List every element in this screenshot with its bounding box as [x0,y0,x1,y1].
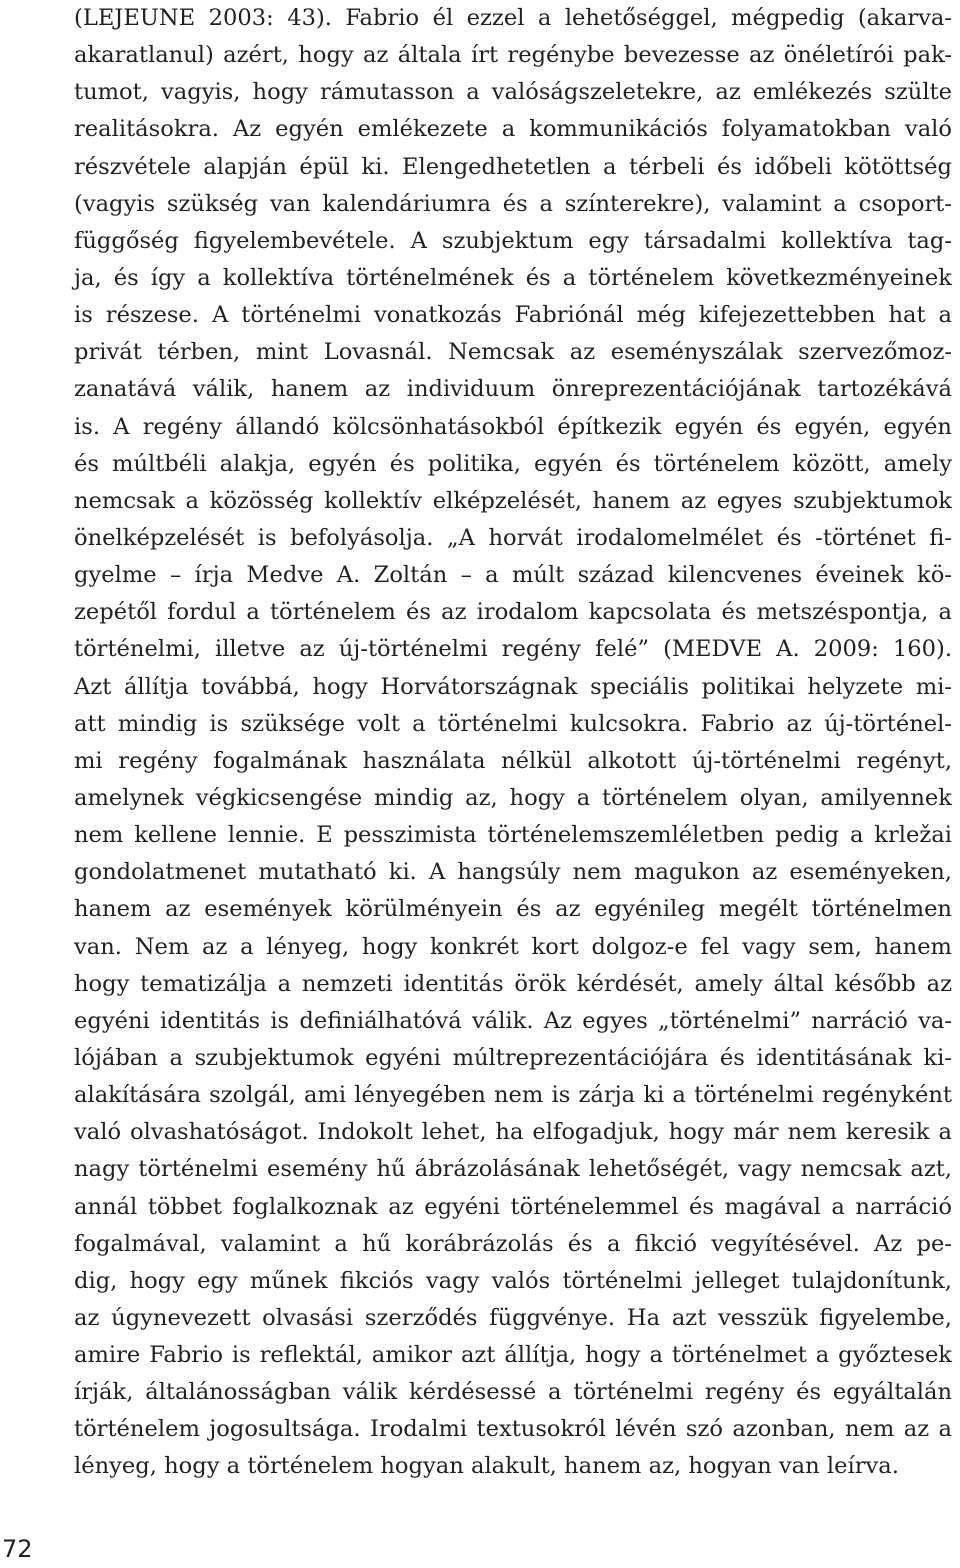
text-line: lényeg, hogy a történelem hogyan alakult, hanem az, hogyan van leírva. [74,1453,899,1480]
text-line: hanem az események körülményein és az egyénileg megélt történelmen [74,896,952,923]
text-line: ja, és így a kollektíva történelmének és a történelem következményeinek [74,264,952,291]
text-line: amire Fabrio is reflektál, amikor azt állítja, hogy a történelmet a győztesek [74,1342,952,1369]
text-line: annál többet foglalkoznak az egyéni történelemmel és magával a narráció [74,1193,952,1220]
text-line: dig, hogy egy műnek fikciós vagy valós történelmi jelleget tulajdonítunk, [74,1267,952,1294]
text-line: privát térben, mint Lovasnál. Nemcsak az eseményszálak szervezőmoz- [74,339,952,366]
text-line: is. A regény állandó kölcsönhatásokból építkezik egyén és egyén, egyén [74,413,952,440]
text-line: (LEJEUNE 2003: 43). Fabrio él ezzel a lehetőséggel, mégpedig (akarva- [74,5,952,31]
text-line: önelképzelését is befolyásolja. „A horvát irodalomelmélet és -történet fi- [74,524,952,551]
text-line: történelmi, illetve az új-történelmi regény felé” (MEDVE A. 2009: 160). [74,636,952,663]
text-line: és múltbéli alakja, egyén és politika, egyén és történelem között, amely [74,450,952,477]
text-line: amelynek végkicsengése mindig az, hogy a történelem olyan, amilyennek [74,784,952,811]
text-line: részvétele alapján épül ki. Elengedhetetlen a térbeli és időbeli kötöttség [74,153,952,180]
text-line: függőség figyelembevétele. A szubjektum egy társadalmi kollektíva tag- [74,227,952,254]
text-line: hogy tematizálja a nemzeti identitás örök kérdését, amely által később az [74,970,952,997]
text-line: akaratlanul) azért, hogy az általa írt regénybe bevezesse az önéletírói pak- [74,42,952,69]
text-line: alakítására szolgál, ami lényegében nem is zárja ki a történelmi regényként [74,1082,952,1109]
text-line: (vagyis szükség van kalendáriumra és a színterekre), valamint a csoport- [74,190,952,217]
text-line: att mindig is szüksége volt a történelmi kulcsokra. Fabrio az új-történel- [74,710,952,737]
text-line: tumot, vagyis, hogy rámutasson a valóságszeletekre, az emlékezés szülte [74,79,952,106]
body-text [74,0,952,1486]
text-line: egyéni identitás is definiálhatóvá válik. Az egyes „történelmi” narráció va- [74,1007,952,1034]
text-line: Azt állítja továbbá, hogy Horvátországnak speciális politikai helyzete mi- [74,673,952,700]
text-line: nagy történelmi esemény hű ábrázolásának lehetőségét, vagy nemcsak azt, [74,1156,952,1183]
text-line: van. Nem az a lényeg, hogy konkrét kort dolgoz-e fel vagy sem, hanem [74,933,952,960]
text-line: nemcsak a közösség kollektív elképzelését, hanem az egyes szubjektumok [74,487,952,514]
text-line: gyelme – írja Medve A. Zoltán – a múlt század kilencvenes éveinek kö- [74,562,952,589]
text-line: az úgynevezett olvasási szerződés függvénye. Ha azt vesszük figyelembe, [74,1304,952,1331]
text-line: történelem jogosultsága. Irodalmi textusokról lévén szó azonban, nem az a [74,1416,952,1443]
text-line: realitásokra. Az egyén emlékezete a kommunikációs folyamatokban való [74,116,952,143]
text-line: is részese. A történelmi vonatkozás Fabriónál még kifejezettebben hat a [74,302,952,329]
text-line: zanatává válik, hanem az individuum önreprezentációjának tartozékává [74,376,952,403]
text-line: írják, általánosságban válik kérdésessé a történelmi regény és egyáltalán [74,1379,952,1406]
page-number: 72 [2,1535,33,1563]
text-line: gondolatmenet mutatható ki. A hangsúly nem magukon az eseményeken, [74,859,952,886]
text-line: való olvashatóságot. Indokolt lehet, ha elfogadjuk, hogy már nem keresik a [74,1119,952,1146]
text-line: mi regény fogalmának használata nélkül alkotott új-történelmi regényt, [74,747,952,774]
text-line: lójában a szubjektumok egyéni múltreprezentációjára és identitásának ki- [74,1044,952,1071]
text-line: zepétől fordul a történelem és az irodalom kapcsolata és metszéspontja, a [74,599,952,626]
text-line: nem kellene lennie. E pesszimista történelemszemléletben pedig a krležai [74,822,952,849]
text-line: fogalmával, valamint a hű korábrázolás és a fikció vegyítésével. Az pe- [74,1230,952,1257]
